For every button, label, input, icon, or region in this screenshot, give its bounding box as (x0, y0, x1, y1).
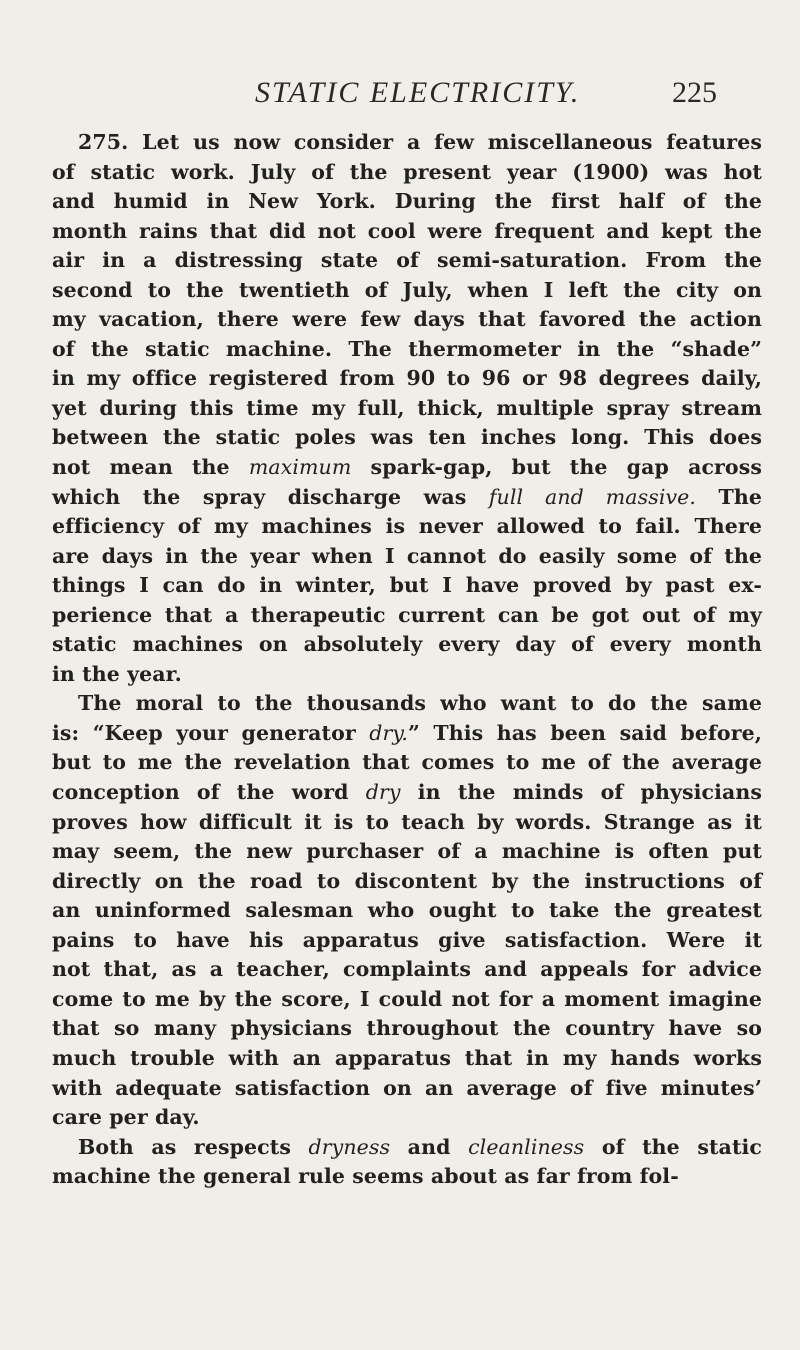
text-line (52, 542, 762, 572)
text-span: machine the general rule seems about as far from fol- (52, 1164, 679, 1189)
paragraph (52, 689, 762, 1132)
text-line (52, 1103, 762, 1133)
text-span: directly on the road to discontent by the instructions of (52, 868, 762, 893)
text-span: The (696, 484, 763, 509)
text-line (52, 867, 762, 897)
text-span: static machines on absolutely every day of every month (52, 632, 762, 657)
text-line (52, 571, 762, 601)
text-span: an uninformed salesman who ought to take the greatest (52, 898, 762, 923)
text-span: much trouble with an apparatus that in my hands works (52, 1045, 762, 1070)
text-span: in the year. (52, 661, 182, 686)
text-span: pains to have his apparatus give satisfaction. Were it (52, 927, 762, 952)
text-span: not mean the (52, 455, 249, 480)
text-line (52, 601, 762, 631)
text-span: ” This has been said before, (407, 720, 762, 745)
text-line (52, 1162, 762, 1192)
text-line (52, 483, 762, 513)
italic-text: cleanliness (468, 1134, 585, 1159)
text-span: come to me by the score, I could not for a moment imagine (52, 986, 762, 1011)
text-span: yet during this time my full, thick, multiple spray stream (52, 395, 762, 420)
text-span: air in a distressing state of semi-saturation. From the (52, 248, 762, 273)
text-span: in my office registered from 90 to 96 or 98 degrees daily, (52, 366, 762, 391)
text-span: things I can do in winter, but I have proved by past ex- (52, 573, 762, 598)
text-line (52, 512, 762, 542)
text-line (52, 423, 762, 453)
text-line (52, 335, 762, 365)
text-span: perience that a therapeutic current can be got out of my (52, 602, 762, 627)
text-line (52, 719, 762, 749)
text-line (52, 276, 762, 306)
text-span: my vacation, there were few days that favored the action (52, 307, 762, 332)
text-line (52, 1133, 762, 1163)
text-span: of the static (584, 1134, 762, 1159)
paragraph (52, 128, 762, 689)
text-span: efficiency of my machines is never allowed to fail. There (52, 514, 762, 539)
text-line (52, 896, 762, 926)
text-span: in the minds of physicians (400, 780, 762, 805)
italic-text: maximum (248, 455, 352, 480)
text-line (52, 394, 762, 424)
text-line (52, 1014, 762, 1044)
page-number: 225 (672, 76, 717, 109)
text-line (52, 128, 762, 158)
text-span: may seem, the new purchaser of a machine is often put (52, 839, 762, 864)
text-line (52, 808, 762, 838)
text-line (52, 1044, 762, 1074)
running-title: STATIC ELECTRICITY. (255, 76, 581, 109)
text-span: Both as respects (78, 1134, 309, 1159)
text-span: and (390, 1134, 469, 1159)
text-span: spark-gap, but the gap across (351, 455, 762, 480)
paragraph (52, 1133, 762, 1192)
text-line (52, 778, 762, 808)
text-line (52, 955, 762, 985)
italic-text: dryness (308, 1134, 391, 1159)
text-span: of the static machine. The thermometer in the “shade” (52, 336, 762, 361)
body-text (52, 128, 762, 1192)
text-line (52, 158, 762, 188)
text-line (52, 926, 762, 956)
text-span: which the spray discharge was (52, 484, 489, 509)
text-span: and humid in New York. During the first half of the (52, 189, 762, 214)
italic-text: full and massive. (488, 484, 697, 509)
text-line (52, 364, 762, 394)
text-span: with adequate satisfaction on an average of five minutes’ (52, 1075, 762, 1100)
text-line (52, 837, 762, 867)
text-line (52, 217, 762, 247)
text-span: The moral to the thousands who want to do the same (78, 691, 762, 716)
text-line (52, 453, 762, 483)
text-span: is: “Keep your generator (52, 720, 370, 745)
text-line (52, 748, 762, 778)
text-span: not that, as a teacher, complaints and appeals for advice (52, 957, 762, 982)
text-span: proves how difficult it is to teach by words. Strange as it (52, 809, 762, 834)
text-span: second to the twentieth of July, when I left the city on (52, 277, 762, 302)
italic-text: dry. (369, 720, 408, 745)
text-span: 275. Let us now consider a few miscellaneous features (78, 130, 762, 154)
text-line (52, 246, 762, 276)
text-span: but to me the revelation that comes to me of the average (52, 750, 762, 775)
text-line (52, 187, 762, 217)
text-span: of static work. July of the present year (1900) was hot (52, 159, 762, 184)
text-line (52, 1074, 762, 1104)
text-span: care per day. (52, 1105, 200, 1130)
page-header (0, 76, 800, 116)
text-line (52, 985, 762, 1015)
text-span: that so many physicians throughout the country have so (52, 1016, 762, 1041)
text-span: month rains that did not cool were frequent and kept the (52, 218, 762, 243)
text-span: are days in the year when I cannot do easily some of the (52, 543, 762, 568)
text-span: between the static poles was ten inches long. This does (52, 425, 762, 450)
text-line (52, 689, 762, 719)
italic-text: dry (365, 780, 401, 805)
text-span: conception of the word (52, 780, 366, 805)
text-line (52, 305, 762, 335)
text-line (52, 630, 762, 660)
text-line (52, 660, 762, 690)
